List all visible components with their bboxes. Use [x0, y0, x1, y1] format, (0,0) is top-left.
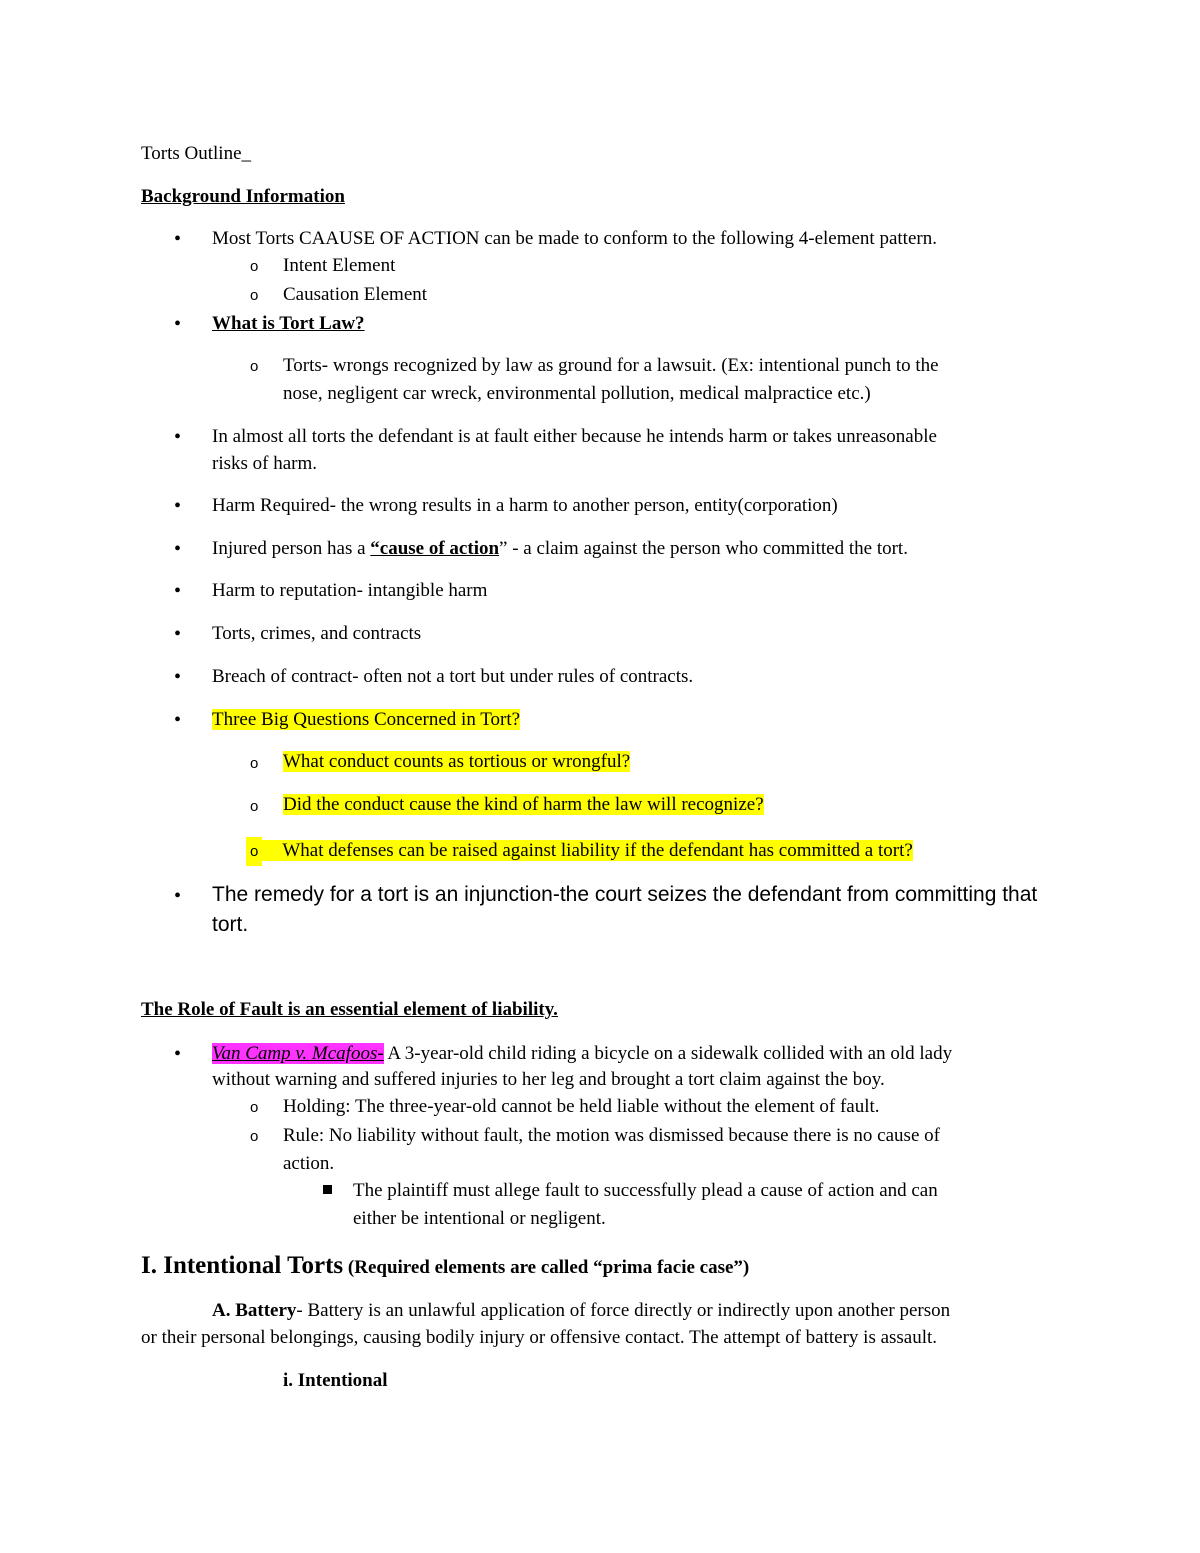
- circle-bullet-icon: o: [250, 755, 259, 772]
- battery-definition-continued: or their personal belongings, causing bodily injury or offensive contact. The attempt of battery is assault.: [141, 1327, 938, 1348]
- case-name: Van Camp v. Mcafoos-: [212, 1043, 384, 1064]
- square-bullet-icon: [323, 1185, 332, 1194]
- rule-subpoint: The plaintiff must allege fault to successfully plead a cause of action and can: [353, 1180, 938, 1201]
- highlighted-text: Three Big Questions Concerned in Tort?: [212, 709, 521, 730]
- list-subitem: Causation Element: [283, 284, 428, 305]
- cause-of-action-term: “cause of action: [370, 538, 500, 559]
- case-rule: Rule: No liability without fault, the motion was dismissed because there is no cause of: [283, 1125, 940, 1146]
- bullet-icon: •: [174, 228, 182, 250]
- list-subitem-highlighted: [283, 748, 630, 776]
- highlighted-bullet: [246, 837, 262, 866]
- section-heading-background: Background Information: [141, 186, 345, 207]
- case-description: A 3-year-old child riding a bicycle on a sidewalk collided with an old lady: [383, 1043, 953, 1064]
- highlighted-text: What conduct counts as tortious or wrongful?: [283, 751, 631, 772]
- list-item: The remedy for a tort is an injunction-the court seizes the defendant from committing that: [212, 883, 1038, 906]
- list-item: What is Tort Law?: [212, 313, 365, 334]
- bullet-icon: •: [174, 426, 182, 448]
- list-subitem-highlighted: [246, 837, 913, 866]
- heading-main: I. Intentional Torts: [141, 1252, 344, 1279]
- circle-bullet-icon: o: [250, 287, 259, 304]
- list-item-highlighted: [212, 706, 520, 734]
- bullet-icon: •: [174, 666, 182, 688]
- list-subitem-continued: nose, negligent car wreck, environmental pollution, medical malpractice etc.): [283, 383, 871, 404]
- case-holding: Holding: The three-year-old cannot be held liable without the element of fault.: [283, 1096, 880, 1117]
- circle-bullet-icon: o: [250, 1099, 259, 1116]
- list-subitem-highlighted: [283, 791, 764, 819]
- battery-text: - Battery is an unlawful application of force directly or indirectly upon another person: [296, 1300, 951, 1321]
- bullet-icon: •: [174, 623, 182, 645]
- highlighted-text: What defenses can be raised against liability if the defendant has committed a tort?: [262, 840, 912, 861]
- bullet-icon: •: [174, 1043, 182, 1065]
- case-rule-continued: action.: [283, 1153, 335, 1174]
- list-item: Harm to reputation- intangible harm: [212, 580, 488, 601]
- list-item: Breach of contract- often not a tort but under rules of contracts.: [212, 666, 694, 687]
- doc-title: Torts Outline_: [141, 143, 252, 164]
- rule-subpoint-continued: either be intentional or negligent.: [353, 1208, 606, 1229]
- list-item: [212, 535, 908, 563]
- circle-bullet-icon: o: [250, 258, 259, 275]
- case-description-continued: without warning and suffered injuries to her leg and brought a tort claim against the boy.: [212, 1069, 885, 1090]
- case-item: [212, 1040, 952, 1068]
- list-item-text: ” - a claim against the person who committed the tort.: [499, 538, 908, 559]
- section-heading-intentional-torts: [141, 1248, 749, 1286]
- heading-parenthetical: (Required elements are called “prima facie case”): [347, 1257, 750, 1278]
- circle-bullet-icon: o: [250, 1128, 259, 1145]
- bullet-icon: •: [174, 313, 182, 335]
- list-item: In almost all torts the defendant is at fault either because he intends harm or takes unreasonable: [212, 426, 937, 447]
- list-subitem: Intent Element: [283, 255, 396, 276]
- bullet-icon: •: [174, 580, 182, 602]
- list-item: Harm Required- the wrong results in a harm to another person, entity(corporation): [212, 495, 838, 516]
- circle-bullet-icon: o: [250, 798, 259, 815]
- list-item: Most Torts CAAUSE OF ACTION can be made to conform to the following 4-element pattern.: [212, 228, 937, 249]
- battery-label: A. Battery: [212, 1300, 297, 1321]
- list-subitem: Torts- wrongs recognized by law as ground for a lawsuit. (Ex: intentional punch to the: [283, 355, 939, 376]
- list-item-continued: risks of harm.: [212, 453, 318, 474]
- list-item-continued: tort.: [212, 913, 249, 936]
- section-heading-fault: The Role of Fault is an essential element of liability.: [141, 999, 558, 1020]
- circle-bullet-icon: o: [250, 358, 259, 375]
- subheading-intentional: i. Intentional: [283, 1370, 388, 1391]
- list-item-text: Injured person has a: [212, 538, 371, 559]
- bullet-icon: •: [174, 538, 182, 560]
- bullet-icon: •: [174, 709, 182, 731]
- bullet-icon: •: [174, 495, 182, 517]
- highlighted-text: Did the conduct cause the kind of harm the law will recognize?: [283, 794, 764, 815]
- battery-definition: [212, 1297, 950, 1325]
- list-item: Torts, crimes, and contracts: [212, 623, 422, 644]
- circle-bullet-icon: o: [250, 843, 259, 860]
- bullet-icon: •: [174, 885, 182, 907]
